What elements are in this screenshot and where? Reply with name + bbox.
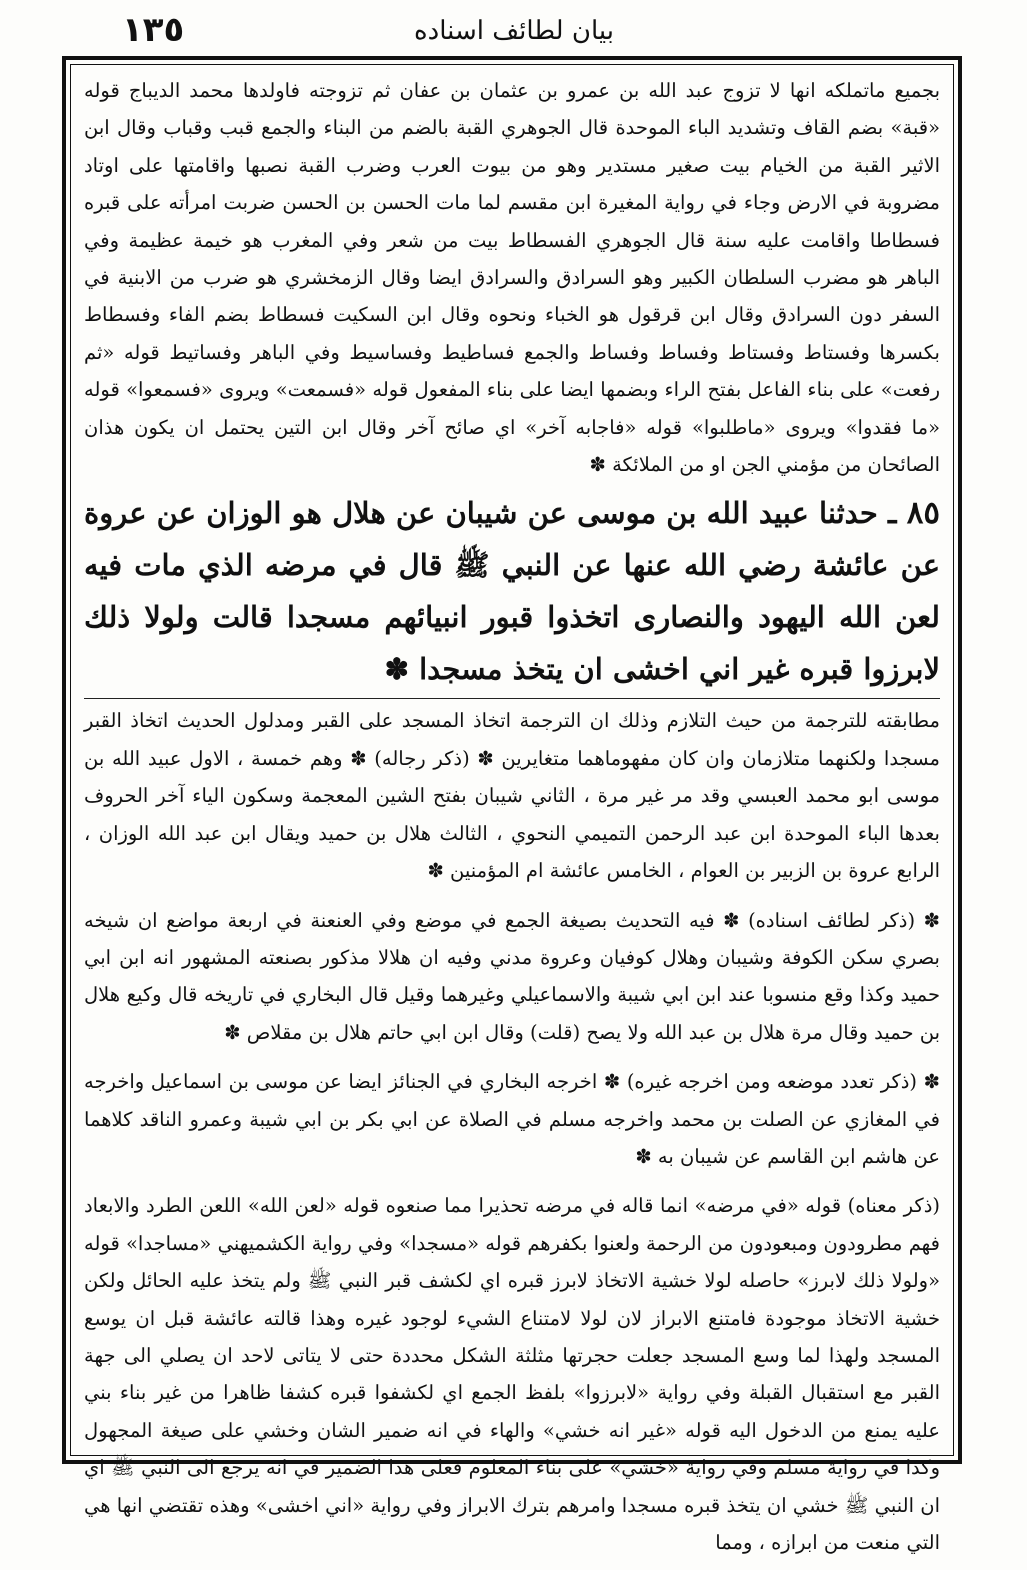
- paragraph-gap: [84, 1051, 940, 1063]
- commentary-paragraph-1: مطابقته للترجمة من حيث التلازم وذلك ان الترجمة اتخاذ المسجد على القبر ومدلول الحديث اتخاذ القبر مسجدا ولكنهما متلازمان وان كان مفهوماهما متغايرين ✽ (ذكر رجاله) ✽ وهم خمسة ، الاول عبيد الله بن موسى ابو محمد العبسي وقد مر غير مرة ، الثاني شيبان بفتح الشين المعجمة وسكون الياء آخر الحروف بعدها الباء الموحدة ابن عبد الرحمن التميمي النحوي ، الثالث هلال بن حميد ويقال ابن عبد الله الوزان ، الرابع عروة بن الزبير بن العوام ، الخامس عائشة ام المؤمنين ✽: [84, 709, 940, 883]
- commentary-top: بجميع ماتملكه انها لا تزوج عبد الله بن عمرو بن عثمان بن عفان ثم تزوجته فاولدها محمد الديباج قوله «قبة» بضم القاف وتشديد الباء الموحدة قال الجوهري القبة بالضم من البناء والجمع قبب وقباب وقال ابن الاثير القبة من الخيام بيت صغير مستدير وهو من بيوت العرب وضرب القبة نصبها واقامتها على اوتاد مضروبة في الارض وجاء في رواية المغيرة ابن مقسم لما مات الحسن بن الحسن ضربت امرأته على قبره فسطاطا واقامت عليه سنة قال الجوهري الفسطاط بيت من شعر وفي المغرب هو خيمة عظيمة وفي الباهر هو مضرب السلطان الكبير وهو السرادق والسرادق ايضا وقال الزمخشري هو ضرب من الابنية في السفر دون السرادق وقال ابن قرقول هو الخباء ونحوه وقال ابن السكيت فسطاط بضم الفاء وفسطاط بكسرها وفستاط وفستاط وفساط وفساط والجمع فساطيط وفساسيط وفي الباهر وفساتيط قوله «ثم رفعت» على بناء الفاعل بفتح الراء وبضمها ايضا على بناء المفعول قوله «فسمعت» ويروى «فسمعوا» قوله «ما فقدوا» ويروى «ماطلبوا» قوله «فاجابه آخر» اي صائح آخر وقال ابن التين يحتمل ان يكون هذان الصائحان من مؤمني الجن او من الملائكة ✽: [84, 79, 940, 477]
- page-header: [64, 10, 964, 56]
- hadith-text: حدثنا عبيد الله بن موسى عن شيبان عن هلال هو الوزان عن عروة عن عائشة رضي الله عنها عن النبي ﷺ قال في مرضه الذي مات فيه لعن الله اليهود والنصارى اتخذوا قبور انبيائهم مسجدا قالت ولولا ذلك لابرزوا قبره غير اني اخشى ان يتخذ مسجدا ✽: [84, 496, 940, 687]
- commentary-paragraph-2: ✽ (ذكر لطائف اسناده) ✽ فيه التحديث بصيغة الجمع في موضع وفي العنعنة في اربعة مواضع ان شيخه بصري سكن الكوفة وشيبان وهلال كوفيان وعروة مدني وفيه ان هلالا مذكور بصنعته المشهور انه ابن ابي حميد وكذا وقع منسوبا عند ابن ابي شيبة والاسماعيلي وغيرهما وقيل قال البخاري في تاريخه قال وكيع هلال بن حميد وقال مرة هلال بن عبد الله ولا يصح (قلت) وقال ابن ابي حاتم هلال بن مقلاص ✽: [84, 908, 940, 1044]
- paragraph-gap: [84, 1175, 940, 1187]
- commentary-paragraph-3: ✽ (ذكر تعدد موضعه ومن اخرجه غيره) ✽ اخرجه البخاري في الجنائز ايضا عن موسى بن اسماعيل واخرجه في المغازي عن الصلت بن محمد واخرجه مسلم في الصلاة عن ابي بكر بن ابي شيبة وعمرو الناقد كلاهما عن هاشم ابن القاسم عن شيبان به ✽: [84, 1070, 940, 1168]
- hadith-dash: ـ: [877, 496, 897, 531]
- hadith-block: [84, 487, 940, 695]
- page-number: ١٣٥: [122, 10, 185, 50]
- hadith-number: ٨٥: [906, 495, 940, 532]
- commentary-paragraph-4: (ذكر معناه) قوله «في مرضه» انما قاله في مرضه تحذيرا مما صنعوه قوله «لعن الله» اللعن الطرد والابعاد فهم مطرودون ومبعودون من الرحمة ولعنوا بكفرهم قوله «مسجدا» وفي رواية الكشميهني «مساجدا» قوله «ولولا ذلك لابرز» حاصله لولا خشية الاتخاذ لابرز قبره اي لكشف قبر النبي ﷺ ولم يتخذ عليه الحائل ولكن خشية الاتخاذ موجودة فامتنع الابراز لان لولا لامتناع الشيء لوجود غيره وهذا قالته عائشة قبل ان يوسع المسجد ولهذا لما وسع المسجد جعلت حجرتها مثلثة الشكل محددة حتى لا يتاتى لاحد ان يصلي الى جهة القبر مع استقبال القبلة وفي رواية «لابرزوا» بلفظ الجمع اي لكشفوا قبره كشفا ظاهرا من غير بناء بني عليه يمنع من الدخول اليه قوله «غير انه خشي» والهاء في انه ضمير الشان وخشي على صيغة المجهول وكذا في رواية مسلم وفي رواية «خشي» على بناء المعلوم فعلى هذا الضمير في انه يرجع الى النبي ﷺ اي ان النبي ﷺ خشي ان يتخذ قبره مسجدا وامرهم بترك الابراز وفي رواية «اني اخشى» وهذه تقتضي انها هي التي منعت من ابرازه ، ومما: [84, 1194, 940, 1554]
- divider-line: [84, 698, 940, 699]
- paragraph-gap: [84, 890, 940, 902]
- page-body: [84, 72, 940, 1554]
- running-title: بيان لطائف اسناده: [414, 16, 614, 46]
